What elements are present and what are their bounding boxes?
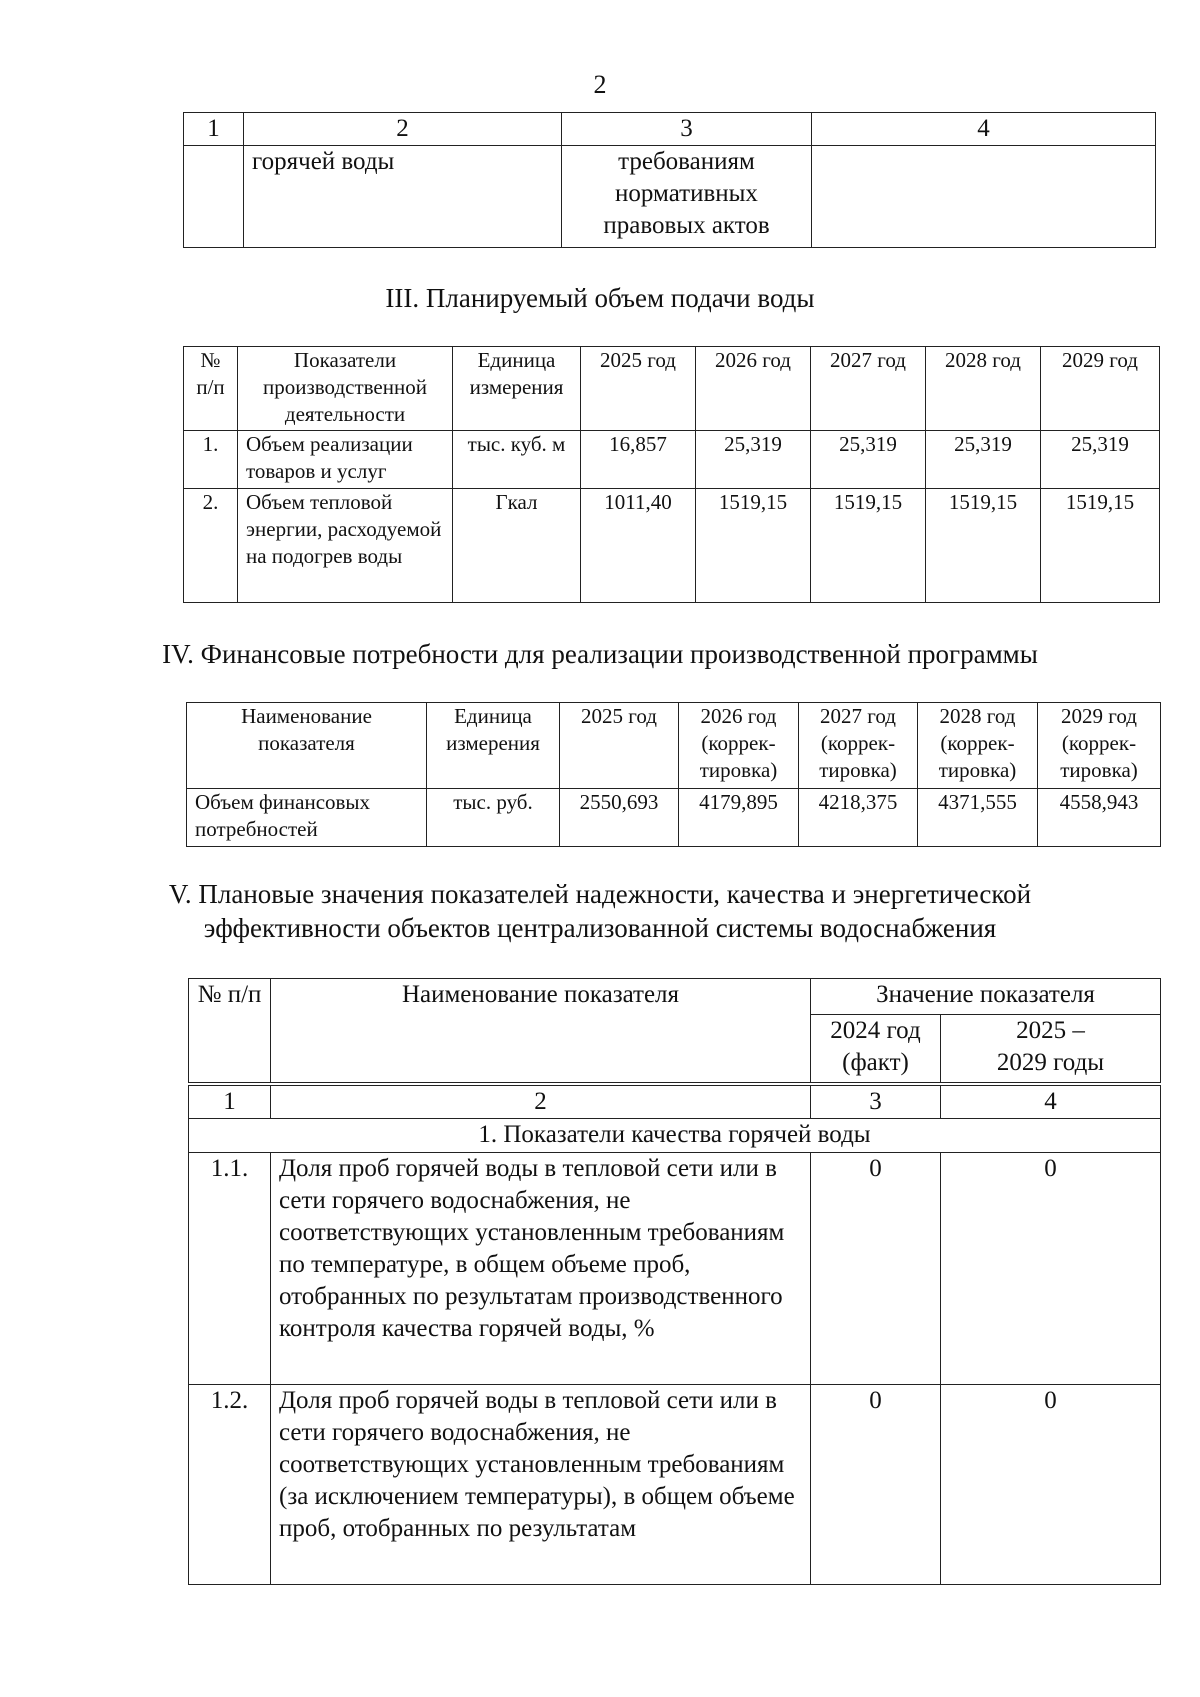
table-cell: 1519,15 bbox=[926, 489, 1041, 603]
header-cell: 2027 год (коррек-тировка) bbox=[799, 703, 918, 789]
table-cell bbox=[184, 146, 244, 248]
value-2024-cell: 0 bbox=[811, 1153, 941, 1385]
header-cell: 2028 год (коррек-тировка) bbox=[918, 703, 1038, 789]
table-cell: 1519,15 bbox=[811, 489, 926, 603]
col-number-cell: 4 bbox=[941, 1086, 1161, 1119]
table-header-row bbox=[184, 113, 1156, 146]
table-row bbox=[184, 489, 1160, 603]
col-number-cell: 3 bbox=[562, 113, 812, 146]
group-title-cell: 1. Показатели качества горячей воды bbox=[189, 1119, 1161, 1153]
header-cell: 2027 год bbox=[811, 347, 926, 431]
col-number-cell: 4 bbox=[812, 113, 1156, 146]
financial-needs-table bbox=[186, 702, 1161, 847]
col-number-cell: 3 bbox=[811, 1086, 941, 1119]
header-cell: 2024 год (факт) bbox=[811, 1015, 941, 1083]
header-cell: Наименование показателя bbox=[271, 979, 811, 1083]
table-cell: 2. bbox=[184, 489, 238, 603]
col-number-cell: 1 bbox=[184, 113, 244, 146]
table-row bbox=[187, 789, 1161, 847]
table-cell: 25,319 bbox=[1041, 431, 1160, 489]
table-cell: 1519,15 bbox=[696, 489, 811, 603]
table-header-row bbox=[184, 347, 1160, 431]
header-cell: 2029 год bbox=[1041, 347, 1160, 431]
header-cell: 2025 год bbox=[560, 703, 679, 789]
indicator-name-cell: Доля проб горячей воды в тепловой сети или в сети горячего водоснабжения, не соответствующих установленным требованиям (за исключением температуры), в общем объеме проб, отобранных по результатам bbox=[271, 1385, 811, 1585]
table-cell: 25,319 bbox=[811, 431, 926, 489]
table-cell: горячей воды bbox=[244, 146, 562, 248]
table-header-row bbox=[189, 979, 1161, 1015]
header-cell: Единица измерения bbox=[453, 347, 581, 431]
table-cell: 16,857 bbox=[581, 431, 696, 489]
table-cell: тыс. куб. м bbox=[453, 431, 581, 489]
header-cell: № п/п bbox=[189, 979, 271, 1083]
table-cell: 4179,895 bbox=[679, 789, 799, 847]
column-number-row bbox=[189, 1086, 1161, 1119]
table-cell bbox=[812, 146, 1156, 248]
header-cell: 2026 год bbox=[696, 347, 811, 431]
table-cell: Объем финансовых потребностей bbox=[187, 789, 427, 847]
section4-title: IV. Финансовые потребности для реализации производственной программы bbox=[162, 639, 1038, 669]
header-cell: 2026 год (коррек-тировка) bbox=[679, 703, 799, 789]
value-2025-cell: 0 bbox=[941, 1385, 1161, 1585]
table-cell: 2550,693 bbox=[560, 789, 679, 847]
col-number-cell: 2 bbox=[271, 1086, 811, 1119]
table-cell: 25,319 bbox=[926, 431, 1041, 489]
table-cell: Гкал bbox=[453, 489, 581, 603]
header-cell: Единица измерения bbox=[427, 703, 560, 789]
indicators-table bbox=[188, 978, 1161, 1585]
header-cell: 2025 – 2029 годы bbox=[941, 1015, 1161, 1083]
section5-title-line1: V. Плановые значения показателей надежности, качества и энергетической bbox=[168, 879, 1032, 909]
header-cell: 2025 год bbox=[581, 347, 696, 431]
table-row bbox=[184, 146, 1156, 248]
section3-title: III. Планируемый объем подачи воды bbox=[385, 283, 815, 313]
table-cell: 1519,15 bbox=[1041, 489, 1160, 603]
row-number-cell: 1.2. bbox=[189, 1385, 271, 1585]
table-cell: 4371,555 bbox=[918, 789, 1038, 847]
section5-title-line2: эффективности объектов централизованной системы водоснабжения bbox=[203, 912, 997, 943]
table-cell: тыс. руб. bbox=[427, 789, 560, 847]
page-number: 2 bbox=[593, 70, 607, 99]
header-cell: № п/п bbox=[184, 347, 238, 431]
continued-table bbox=[183, 112, 1156, 248]
table-cell: 1011,40 bbox=[581, 489, 696, 603]
table-cell: 4218,375 bbox=[799, 789, 918, 847]
table-row bbox=[184, 431, 1160, 489]
header-cell: Показатели производственной деятельности bbox=[238, 347, 453, 431]
value-2024-cell: 0 bbox=[811, 1385, 941, 1585]
table-header-row bbox=[187, 703, 1161, 789]
table-cell: требованиям нормативных правовых актов bbox=[562, 146, 812, 248]
col-number-cell: 2 bbox=[244, 113, 562, 146]
header-cell: Значение показателя bbox=[811, 979, 1161, 1015]
table-cell: 1. bbox=[184, 431, 238, 489]
table-row bbox=[189, 1385, 1161, 1585]
value-2025-cell: 0 bbox=[941, 1153, 1161, 1385]
water-supply-table bbox=[183, 346, 1160, 603]
table-cell: Объем реализации товаров и услуг bbox=[238, 431, 453, 489]
indicator-name-cell: Доля проб горячей воды в тепловой сети или в сети горячего водоснабжения, не соответствующих установленным требованиям по температуре, в общем объеме проб, отобранных по результатам производственного контроля качества горячей воды, % bbox=[271, 1153, 811, 1385]
group-header-row bbox=[189, 1119, 1161, 1153]
header-cell: Наименование показателя bbox=[187, 703, 427, 789]
header-cell: 2029 год (коррек-тировка) bbox=[1038, 703, 1161, 789]
table-cell: Объем тепловой энергии, расходуемой на подогрев воды bbox=[238, 489, 453, 603]
header-cell: 2028 год bbox=[926, 347, 1041, 431]
row-number-cell: 1.1. bbox=[189, 1153, 271, 1385]
col-number-cell: 1 bbox=[189, 1086, 271, 1119]
table-cell: 4558,943 bbox=[1038, 789, 1161, 847]
table-cell: 25,319 bbox=[696, 431, 811, 489]
table-row bbox=[189, 1153, 1161, 1385]
section5-title bbox=[0, 878, 1200, 946]
